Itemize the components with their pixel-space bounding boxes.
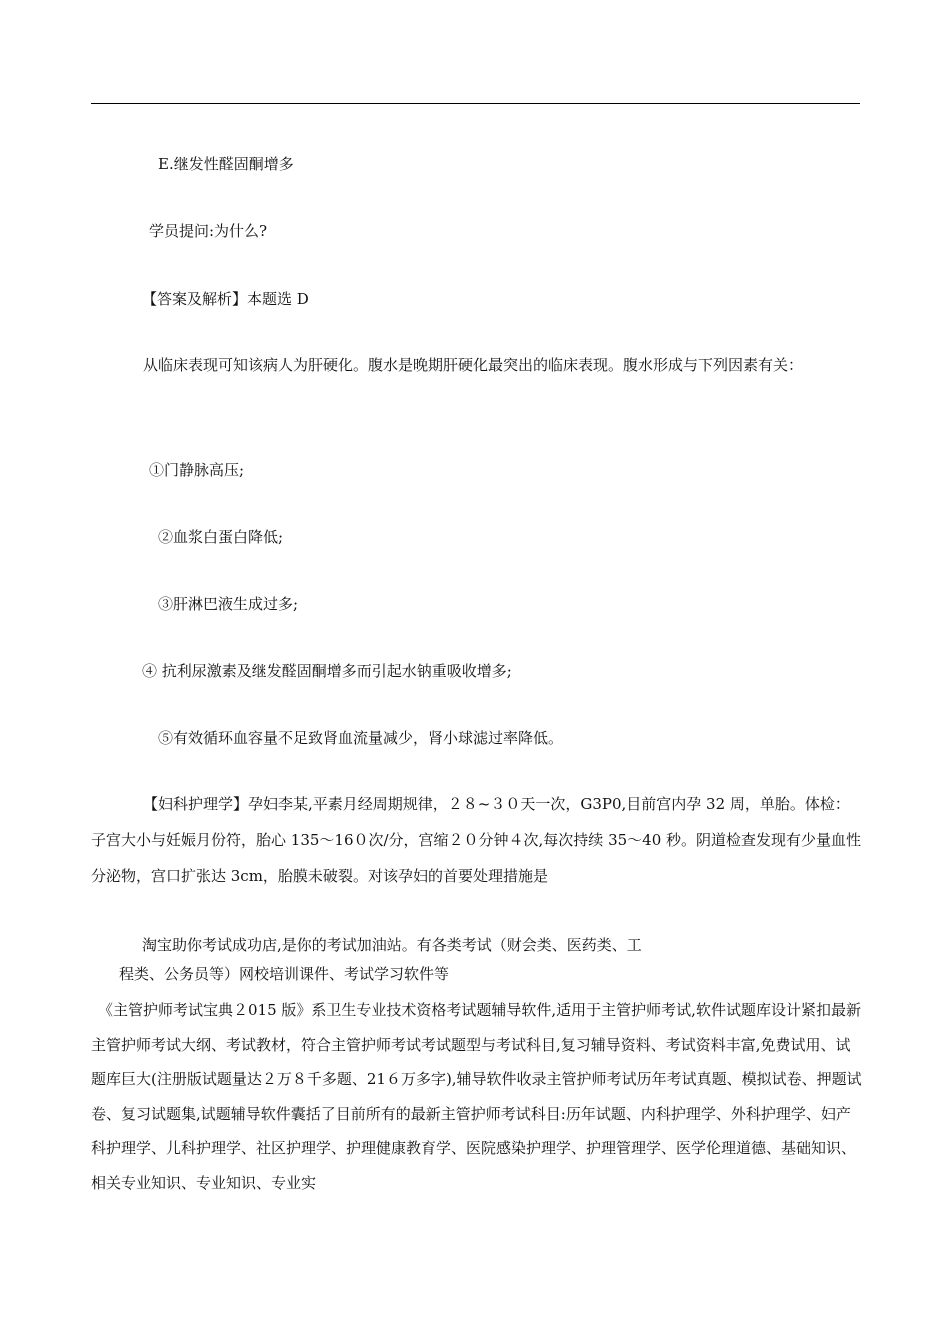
explanation-paragraph (91, 347, 863, 383)
factor-item-3: ③肝淋巴液生成过多; (158, 595, 299, 613)
factor-item-1: ①门静脉高压; (149, 461, 245, 479)
gyn-question-paragraph (91, 786, 863, 894)
software-text: 《主管护师考试宝典２015 版》系卫生专业技术资格考试题辅导软件,适用于主管护师考试,软件试题库设计紧扣最新主管护师考试大纲、考试教材，符合主管护师考试考试题型与考试科目,复习辅导资料、考试资料丰富,免费试用、试题库巨大(注册版试题量达２万８千多题、21６万多字),辅导软件收录主管护师考试历年考试真题、模拟试卷、押题试卷、复习试题集,试题辅导软件囊括了目前所有的最新主管护师考试科目:历年试题、内科护理学、外科护理学、妇产科护理学、儿科护理学、社区护理学、护理健康教育学、医院感染护理学、护理管理学、医学伦理道德、基础知识、相关专业知识、专业知识、专业实 (91, 1001, 862, 1192)
factor-item-5: ⑤有效循环血容量不足致肾血流量减少，肾小球滤过率降低。 (158, 729, 564, 747)
software-paragraph (91, 993, 863, 1200)
explanation-text: 从临床表现可知该病人为肝硬化。腹水是晚期肝硬化最突出的临床表现。腹水形成与下列因素有关： (143, 356, 804, 374)
factor-item-2: ②血浆白蛋白降低; (158, 528, 284, 546)
option-e: E.继发性醛固酮增多 (158, 155, 294, 173)
gyn-question-text: 【妇科护理学】孕妇李某,平素月经周期规律，２８~３０天一次，G3P0,目前宫内孕 32 周，单胎。体检：子宫大小与妊娠月份符，胎心 135～16０次/分，宫缩２０分钟４次,每次持续 35～40 秒。阴道检查发现有少量血性分泌物，宫口扩张达 3cm，胎膜未破裂。对该孕妇的首要处理措施是 (91, 795, 862, 885)
factor-item-4: ④ 抗利尿激素及继发醛固酮增多而引起水钠重吸收增多; (142, 662, 512, 680)
student-question: 学员提问:为什么? (149, 222, 268, 240)
header-rule (91, 103, 860, 104)
ad-line-1: 淘宝助你考试成功店,是你的考试加油站。有各类考试（财会类、医药类、工 (142, 936, 642, 954)
ad-line-2: 程类、公务员等）网校培训课件、考试学习软件等 (119, 965, 450, 983)
answer-heading: 【答案及解析】本题选 D (142, 290, 309, 308)
